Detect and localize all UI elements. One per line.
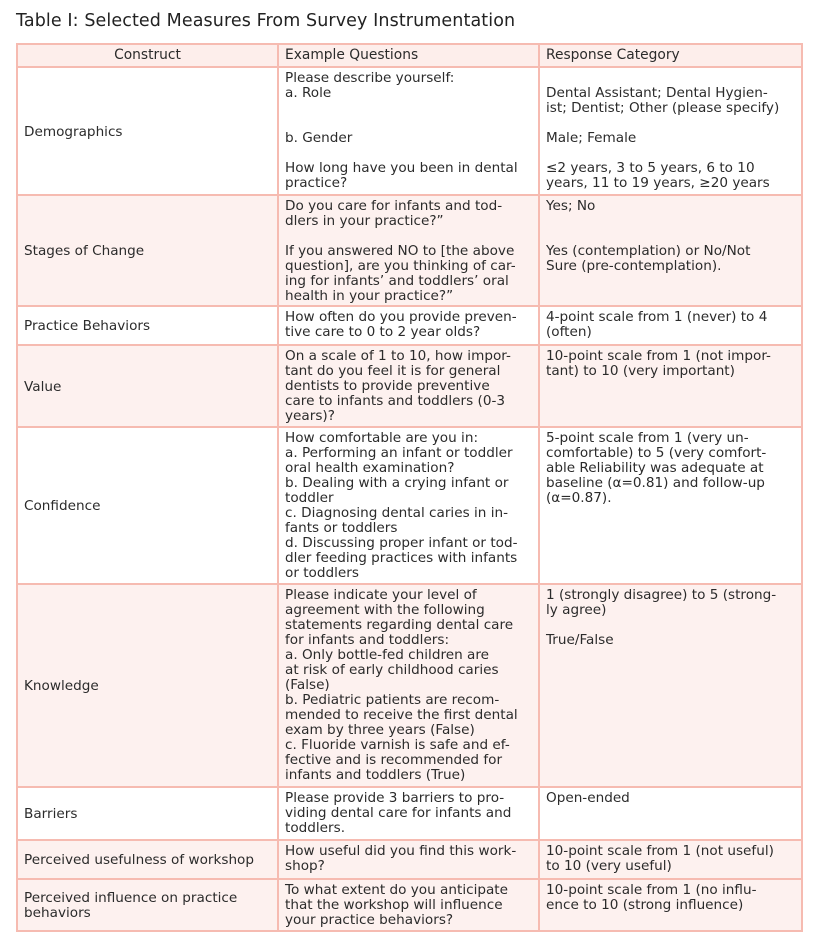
question-text: oral health examination? — [285, 460, 455, 476]
table-row-confidence — [17, 427, 802, 584]
question-text: If you answered NO to [the above — [285, 243, 515, 259]
question-text: To what extent do you anticipate — [285, 882, 508, 898]
response-text: (α=0.87). — [546, 490, 612, 506]
questions-cell — [278, 840, 539, 879]
table-row-practice-behaviors — [17, 306, 802, 345]
construct-cell: Barriers — [17, 787, 278, 840]
response-text: ≤2 years, 3 to 5 years, 6 to 10 — [546, 160, 755, 176]
question-text: mended to receive the first dental — [285, 707, 518, 723]
table-row-demographics — [17, 67, 802, 195]
question-text: toddler — [285, 490, 334, 506]
response-cell — [539, 787, 802, 840]
response-text: Sure (pre-contemplation). — [546, 258, 722, 274]
question-text: How useful did you find this work- — [285, 843, 517, 859]
question-text: a. Role — [285, 85, 332, 101]
question-text: health in your practice?” — [285, 288, 454, 304]
question-text: b. Pediatric patients are recom- — [285, 692, 500, 708]
question-text: shop? — [285, 858, 325, 874]
response-text: baseline (α=0.81) and follow-up — [546, 475, 765, 491]
question-text: On a scale of 1 to 10, how impor- — [285, 348, 511, 364]
response-cell — [539, 879, 802, 931]
response-text: ence to 10 (strong influence) — [546, 897, 744, 913]
question-text: How long have you been in dental — [285, 160, 518, 176]
table-row-stages-of-change — [17, 195, 802, 306]
question-text: statements regarding dental care — [285, 617, 514, 633]
table-row-perceived-influence — [17, 879, 802, 931]
column-header-construct: Construct — [17, 44, 278, 67]
response-cell — [539, 306, 802, 345]
response-text: True/False — [546, 632, 614, 648]
question-text: Please provide 3 barriers to pro- — [285, 790, 505, 806]
response-cell — [539, 427, 802, 584]
question-text: d. Discussing proper infant or tod- — [285, 535, 518, 551]
question-text: viding dental care for infants and — [285, 805, 512, 821]
construct-cell: Value — [17, 345, 278, 427]
column-header-example-questions: Example Questions — [278, 44, 539, 67]
response-cell — [539, 840, 802, 879]
question-text: a. Only bottle-fed children are — [285, 647, 490, 663]
question-text: at risk of early childhood caries — [285, 662, 499, 678]
question-text: b. Dealing with a crying infant or — [285, 475, 509, 491]
response-text: years, 11 to 19 years, ≥20 years — [546, 175, 770, 191]
question-text: toddlers. — [285, 820, 346, 836]
response-cell — [539, 67, 802, 195]
response-text: Yes (contemplation) or No/Not — [546, 243, 751, 259]
response-text: ly agree) — [546, 602, 607, 618]
response-text: 10-point scale from 1 (not useful) — [546, 843, 774, 859]
question-text: for infants and toddlers: — [285, 632, 450, 648]
questions-cell — [278, 787, 539, 840]
response-text: tant) to 10 (very important) — [546, 363, 735, 379]
question-text: fants or toddlers — [285, 520, 398, 536]
response-text: Yes; No — [546, 198, 596, 214]
construct-cell: Knowledge — [17, 584, 278, 787]
response-text: 4-point scale from 1 (never) to 4 — [546, 309, 768, 325]
question-text: Please indicate your level of — [285, 587, 477, 603]
construct-cell — [17, 879, 278, 931]
question-text: Please describe yourself: — [285, 70, 455, 86]
question-text: exam by three years (False) — [285, 722, 475, 738]
question-text: tive care to 0 to 2 year olds? — [285, 324, 481, 340]
response-text: 10-point scale from 1 (no influ- — [546, 882, 757, 898]
question-text: a. Performing an infant or toddler — [285, 445, 513, 461]
table-title: Table I: Selected Measures From Survey Instrumentation — [16, 11, 516, 31]
response-cell — [539, 345, 802, 427]
question-text: How comfortable are you in: — [285, 430, 479, 446]
response-text: 5-point scale from 1 (very un- — [546, 430, 749, 446]
questions-cell — [278, 67, 539, 195]
response-text: 1 (strongly disagree) to 5 (strong- — [546, 587, 777, 603]
response-text: Dental Assistant; Dental Hygien- — [546, 85, 768, 101]
survey-measures-table — [16, 43, 803, 932]
questions-cell — [278, 879, 539, 931]
question-text: practice? — [285, 175, 348, 191]
response-cell — [539, 195, 802, 306]
question-text: dlers in your practice?” — [285, 213, 444, 229]
construct-text: behaviors — [24, 905, 91, 921]
question-text: agreement with the following — [285, 602, 485, 618]
construct-cell: Confidence — [17, 427, 278, 584]
question-text: that the workshop will influence — [285, 897, 503, 913]
question-text: Do you care for infants and tod- — [285, 198, 503, 214]
question-text: c. Fluoride varnish is safe and ef- — [285, 737, 510, 753]
table-header-row — [17, 44, 802, 67]
response-text: Male; Female — [546, 130, 637, 146]
table-row-perceived-usefulness — [17, 840, 802, 879]
table-row-value — [17, 345, 802, 427]
construct-cell: Practice Behaviors — [17, 306, 278, 345]
table-row-knowledge — [17, 584, 802, 787]
column-header-response-category: Response Category — [539, 44, 802, 67]
construct-cell: Perceived usefulness of workshop — [17, 840, 278, 879]
question-text: c. Diagnosing dental caries in in- — [285, 505, 508, 521]
question-text: dentists to provide preventive — [285, 378, 490, 394]
questions-cell — [278, 306, 539, 345]
construct-cell: Demographics — [17, 67, 278, 195]
response-cell — [539, 584, 802, 787]
construct-cell: Stages of Change — [17, 195, 278, 306]
question-text: fective and is recommended for — [285, 752, 503, 768]
questions-cell — [278, 345, 539, 427]
question-text: b. Gender — [285, 130, 353, 146]
response-text: to 10 (very useful) — [546, 858, 672, 874]
questions-cell — [278, 195, 539, 306]
question-text: ing for infants’ and toddlers’ oral — [285, 273, 509, 289]
question-text: tant do you feel it is for general — [285, 363, 501, 379]
question-text: infants and toddlers (True) — [285, 767, 466, 783]
table-row-barriers — [17, 787, 802, 840]
response-text: (often) — [546, 324, 592, 340]
response-text: Open-ended — [546, 790, 630, 806]
questions-cell — [278, 427, 539, 584]
response-text: 10-point scale from 1 (not impor- — [546, 348, 771, 364]
question-text: your practice behaviors? — [285, 912, 454, 928]
question-text: years)? — [285, 408, 335, 424]
response-text: comfortable) to 5 (very comfort- — [546, 445, 767, 461]
question-text: (False) — [285, 677, 330, 693]
response-text: ist; Dentist; Other (please specify) — [546, 100, 780, 116]
response-text: able Reliability was adequate at — [546, 460, 764, 476]
question-text: or toddlers — [285, 565, 359, 581]
question-text: care to infants and toddlers (0-3 — [285, 393, 506, 409]
question-text: How often do you provide preven- — [285, 309, 517, 325]
question-text: dler feeding practices with infants — [285, 550, 518, 566]
questions-cell — [278, 584, 539, 787]
construct-text: Perceived influence on practice — [24, 890, 238, 906]
question-text: question], are you thinking of car- — [285, 258, 516, 274]
